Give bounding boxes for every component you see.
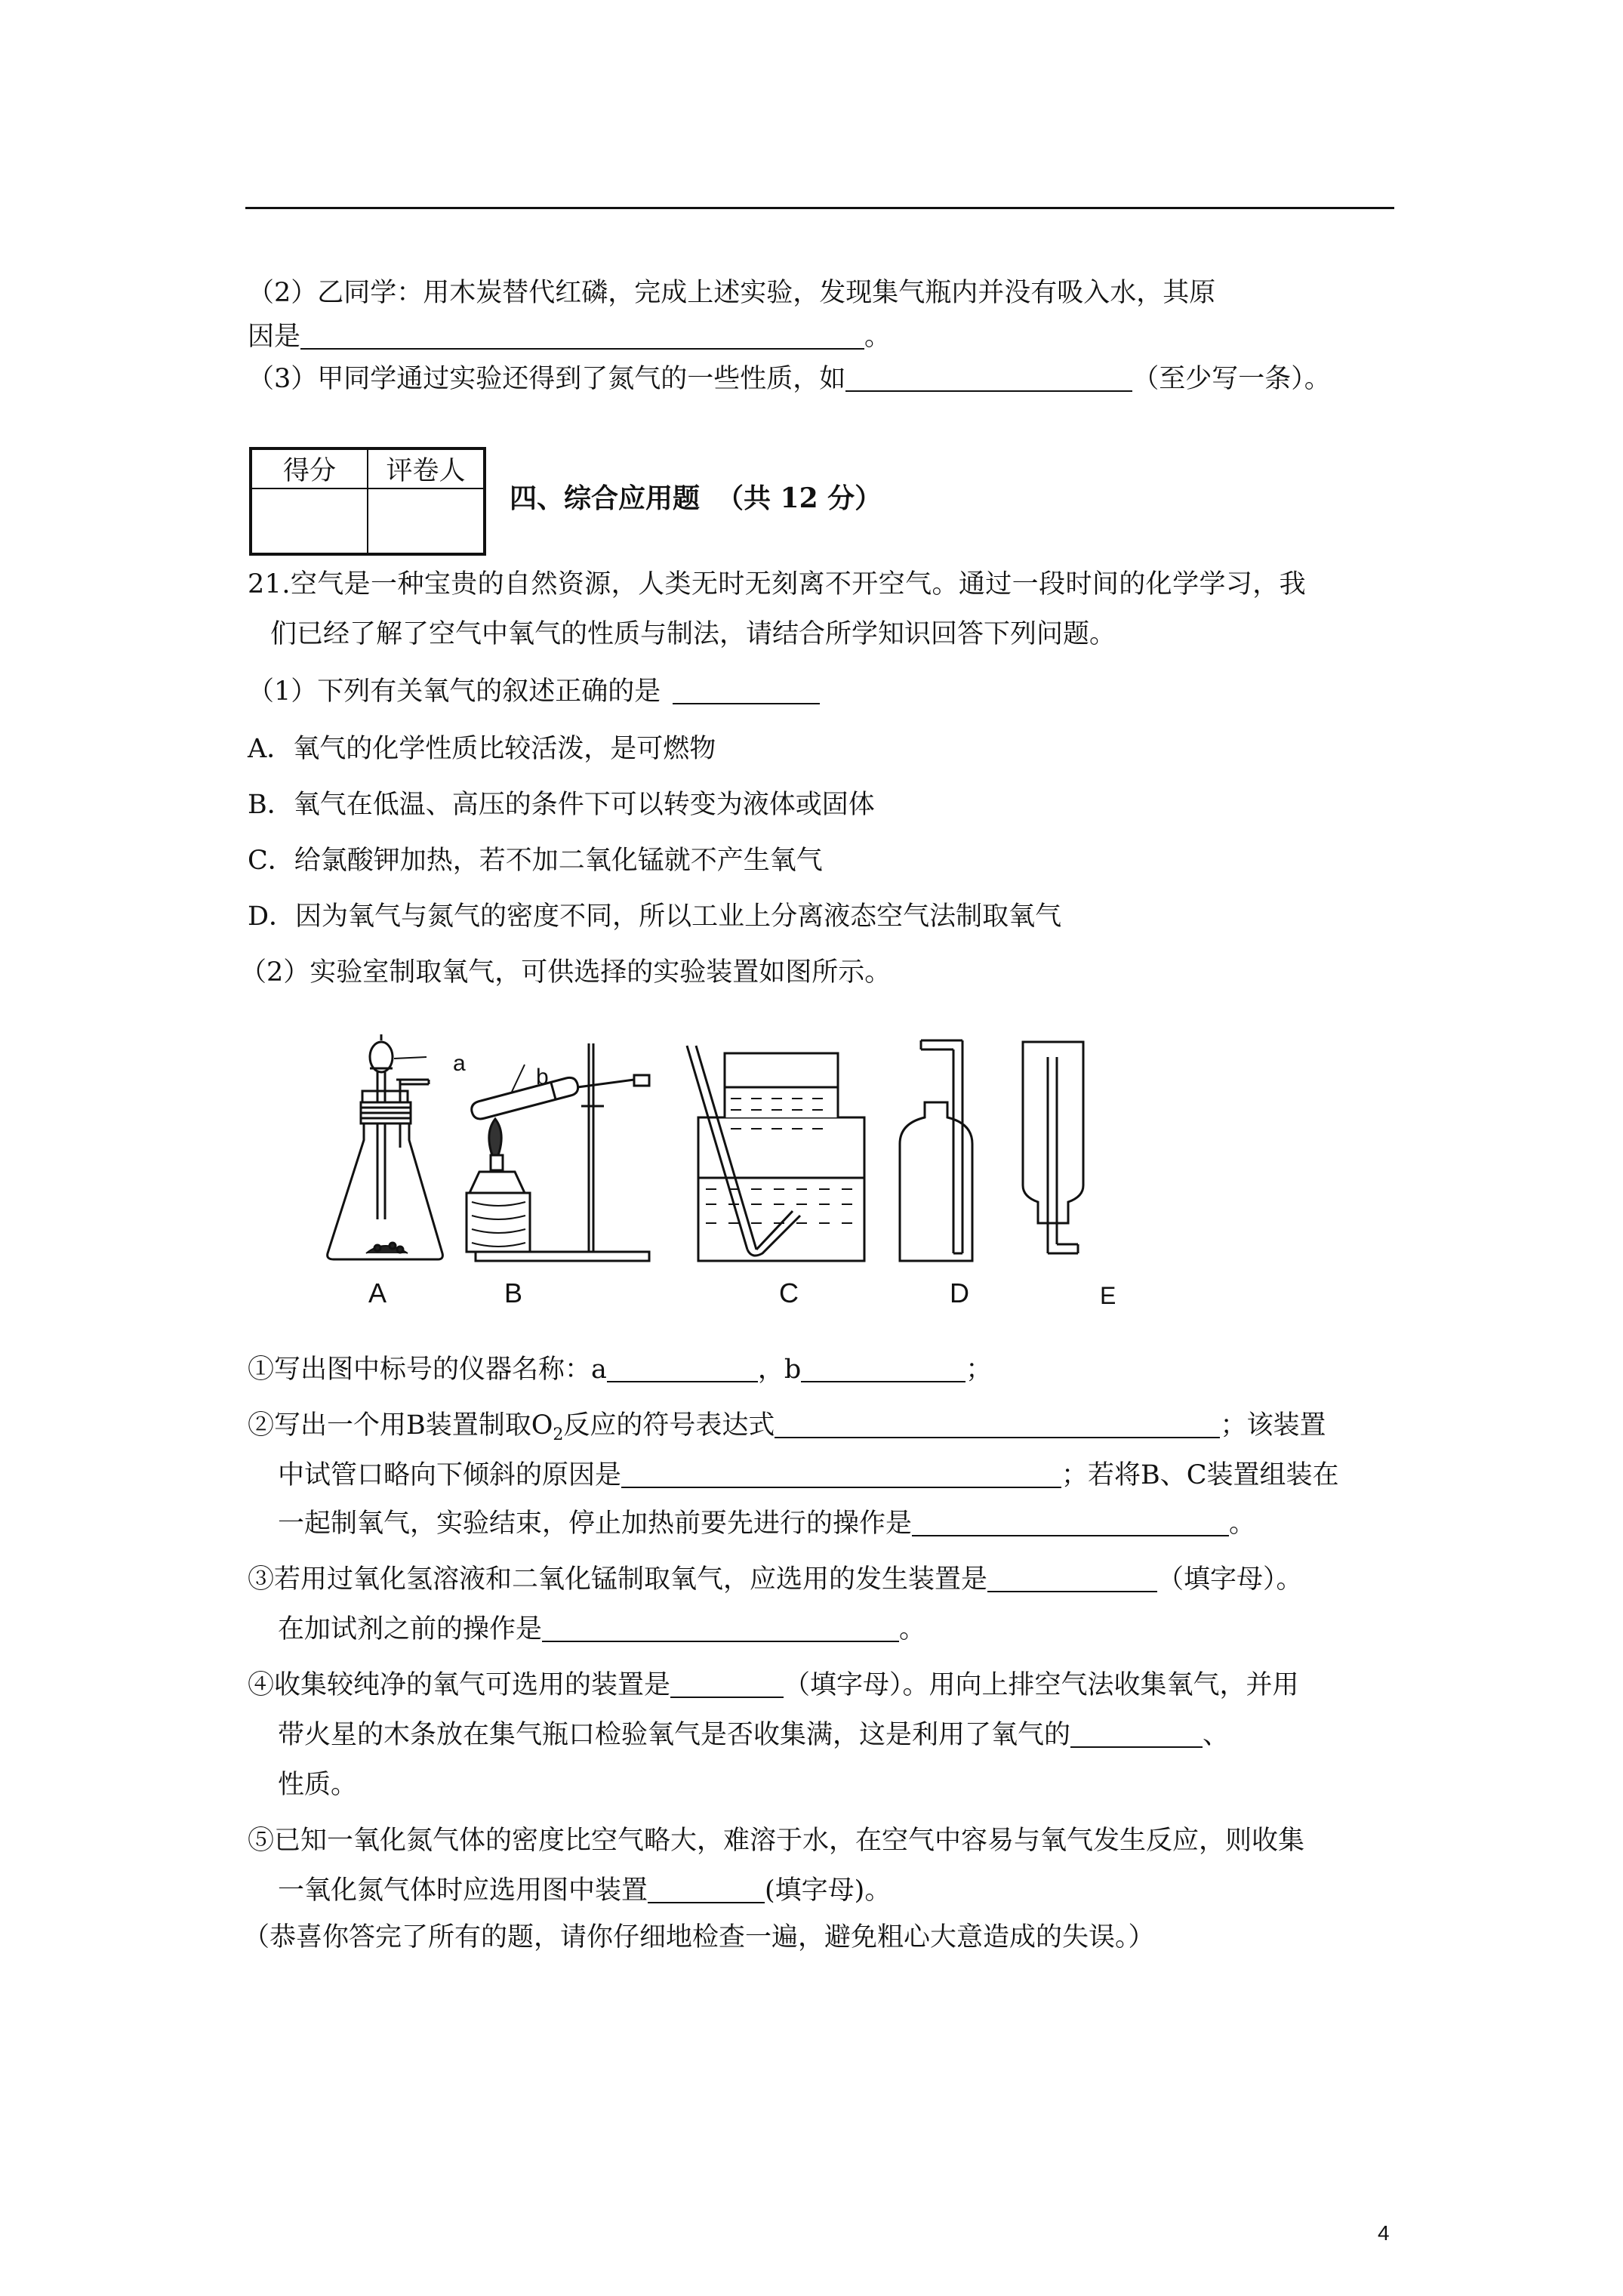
q21-s2-line3 (278, 1507, 1255, 1540)
apparatus-a (328, 1034, 443, 1259)
s3-line2-b: 。 (899, 1614, 926, 1644)
s4-text-a: ④收集较纯净的氧气可选用的装置是 (248, 1670, 671, 1700)
answer-blank[interactable] (542, 1615, 899, 1642)
s2-text-c: ；该装置 (1220, 1410, 1326, 1441)
s2-line2-a: 中试管口略向下倾斜的原因是 (278, 1460, 622, 1490)
mark-b: b (536, 1065, 549, 1089)
q21-s2-line1 (248, 1409, 1326, 1452)
option-b: B．氧气在低温、高压的条件下可以转变为液体或固体 (248, 790, 875, 820)
q21-s1 (248, 1353, 992, 1386)
score-cell[interactable] (251, 488, 368, 554)
q21-s4-line3: 性质。 (278, 1770, 358, 1800)
score-table (249, 447, 486, 556)
q21-s5-line2 (278, 1874, 891, 1907)
apparatus-c (687, 1046, 864, 1261)
q20-part2-line2 (248, 320, 891, 353)
answer-blank[interactable] (607, 1355, 758, 1382)
header-rule (245, 207, 1394, 209)
q21-part1-text: （1）下列有关氧气的叙述正确的是 (248, 676, 661, 707)
q21-part1 (248, 675, 820, 708)
s1-end: ； (965, 1354, 993, 1385)
q20-part3-text: （3）甲同学通过实验还得到了氮气的一些性质，如 (248, 364, 846, 394)
answer-blank[interactable] (673, 677, 820, 704)
answer-blank[interactable] (801, 1355, 965, 1382)
s4-line2-b: 、 (1203, 1720, 1230, 1750)
grader-header: 评卷人 (368, 448, 485, 488)
s2-line3-b: 。 (1229, 1509, 1256, 1539)
q21-s4-line1 (248, 1669, 1299, 1702)
s4-text-b: （填字母）。用向上排空气法收集氧气，并用 (784, 1670, 1299, 1700)
section-title (510, 477, 882, 516)
apparatus-d (900, 1040, 972, 1261)
s2-text-b: 反应的符号表达式 (563, 1410, 775, 1441)
answer-blank[interactable] (1070, 1721, 1203, 1748)
section-heading: 四、综合应用题 (510, 482, 701, 514)
score-header: 得分 (251, 448, 368, 488)
s2-line3-a: 一起制氧气，实验结束，停止加热前要先进行的操作是 (278, 1509, 913, 1539)
answer-blank[interactable] (300, 322, 864, 350)
s5-line2-a: 一氧化氮气体时应选用图中装置 (278, 1875, 648, 1906)
page-number: 4 (1378, 2221, 1390, 2245)
option-a: A．氧气的化学性质比较活泼，是可燃物 (248, 734, 716, 764)
s3-text-a: ③若用过氧化氢溶液和二氧化锰制取氧气，应选用的发生装置是 (248, 1564, 988, 1595)
q21-s2-line2 (278, 1459, 1339, 1492)
apparatus-b (467, 1043, 649, 1261)
label-d: D (950, 1277, 969, 1308)
s1-text-a: ①写出图中标号的仪器名称：a (248, 1354, 607, 1385)
option-d: D．因为氧气与氮气的密度不同，所以工业上分离液态空气法制取氧气 (248, 901, 1062, 932)
q21-intro-line2: 们已经了解了空气中氧气的性质与制法，请结合所学知识回答下列问题。 (270, 619, 1116, 649)
answer-blank[interactable] (621, 1461, 1061, 1488)
s2-subscript: 2 (553, 1425, 564, 1444)
label-b: B (504, 1277, 523, 1308)
q20-part2-line1: （2）乙同学：用木炭替代红磷，完成上述实验，发现集气瓶内并没有吸入水，其原 (248, 278, 1216, 308)
q21-part2: （2）实验室制取氧气，可供选择的实验装置如图所示。 (240, 957, 892, 988)
s5-line2-b: (填字母)。 (765, 1875, 892, 1906)
option-c: C．给氯酸钾加热，若不加二氧化锰就不产生氧气 (248, 846, 823, 876)
q21-s3-line1 (248, 1563, 1303, 1596)
s3-line2-a: 在加试剂之前的操作是 (278, 1614, 543, 1644)
s2-line2-b: ；若将B、C装置组装在 (1061, 1460, 1339, 1490)
answer-blank[interactable] (912, 1509, 1229, 1536)
answer-blank[interactable] (845, 365, 1132, 392)
s2-text-a: ②写出一个用B装置制取O (248, 1410, 553, 1441)
label-e: E (1100, 1282, 1116, 1309)
mark-a: a (453, 1051, 466, 1076)
answer-blank[interactable] (648, 1876, 765, 1903)
apparatus-drawing (317, 1034, 1298, 1321)
s1-text-b: ，b (757, 1354, 802, 1385)
s4-line2-a: 带火星的木条放在集气瓶口检验氧气是否收集满，这是利用了氧气的 (278, 1720, 1071, 1750)
label-a: A (368, 1277, 387, 1308)
closing-note: （恭喜你答完了所有的题，请你仔细地检查一遍，避免粗心大意造成的失误。） (243, 1922, 1155, 1952)
answer-blank[interactable] (987, 1565, 1157, 1592)
label-c: C (779, 1277, 799, 1308)
section-points: （共 12 分） (716, 482, 882, 514)
q20-part3-line (248, 362, 1331, 396)
q21-s5-line1: ⑤已知一氧化氮气体的密度比空气略大，难溶于水，在空气中容易与氧气发生反应，则收集 (248, 1826, 1305, 1856)
s3-text-b: （填字母）。 (1157, 1564, 1303, 1595)
q20-part3-end: （至少写一条）。 (1132, 364, 1331, 394)
q20-part2-prefix: 因是 (248, 322, 301, 352)
answer-blank[interactable] (670, 1671, 784, 1698)
apparatus-e (1023, 1042, 1083, 1253)
answer-blank[interactable] (775, 1411, 1220, 1438)
grader-cell[interactable] (368, 488, 485, 554)
q21-s4-line2 (278, 1718, 1229, 1752)
q21-intro-line1: 21.空气是一种宝贵的自然资源，人类无时无刻离不开空气。通过一段时间的化学学习，我 (248, 569, 1307, 599)
q20-part2-end: 。 (864, 322, 892, 352)
q21-s3-line2 (278, 1613, 925, 1646)
